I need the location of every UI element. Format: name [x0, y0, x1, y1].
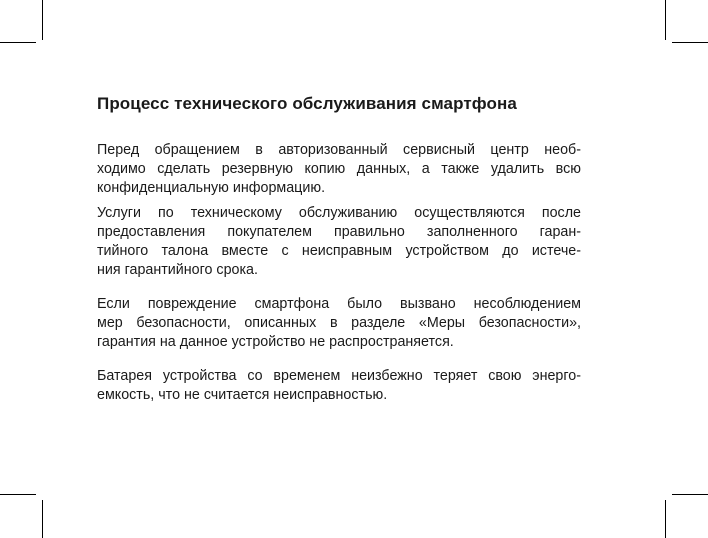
text-line: Перед обращением в авторизованный сервисный центр необ- — [97, 142, 581, 158]
text-line: Услуги по техническому обслуживанию осуществляются после — [97, 205, 581, 221]
crop-mark-top-right-vertical — [665, 0, 666, 40]
page-content — [97, 92, 581, 405]
crop-mark-bottom-right-horizontal — [672, 494, 708, 495]
text-line: Батарея устройства со временем неизбежно теряет свою энерго- — [97, 368, 581, 384]
text-line: Если повреждение смартфона было вызвано несоблюдением — [97, 296, 581, 312]
page-title: Процесс технического обслуживания смартфона — [97, 94, 517, 113]
crop-mark-top-left-horizontal — [0, 42, 36, 43]
text-line: конфиденциальную информацию. — [97, 180, 326, 196]
crop-mark-bottom-left-horizontal — [0, 494, 36, 495]
crop-mark-top-left-vertical — [42, 0, 43, 40]
paragraph-backup — [97, 141, 581, 198]
text-line: ния гарантийного срока. — [97, 262, 258, 278]
text-line: емкость, что не считается неисправностью. — [97, 387, 388, 403]
paragraph-battery — [97, 367, 581, 405]
crop-mark-bottom-left-vertical — [42, 500, 43, 538]
text-line: гарантия на данное устройство не распространяется. — [97, 334, 454, 350]
text-line: ходимо сделать резервную копию данных, а также удалить всю — [97, 161, 581, 177]
text-line: предоставления покупателем правильно заполненного гаран- — [97, 224, 581, 240]
crop-mark-top-right-horizontal — [672, 42, 708, 43]
paragraph-safety-violation — [97, 295, 581, 352]
text-line: тийного талона вместе с неисправным устройством до истече- — [97, 243, 581, 259]
text-line: мер безопасности, описанных в разделе «Меры безопасности», — [97, 315, 581, 331]
paragraph-service-terms — [97, 204, 581, 280]
crop-mark-bottom-right-vertical — [665, 500, 666, 538]
